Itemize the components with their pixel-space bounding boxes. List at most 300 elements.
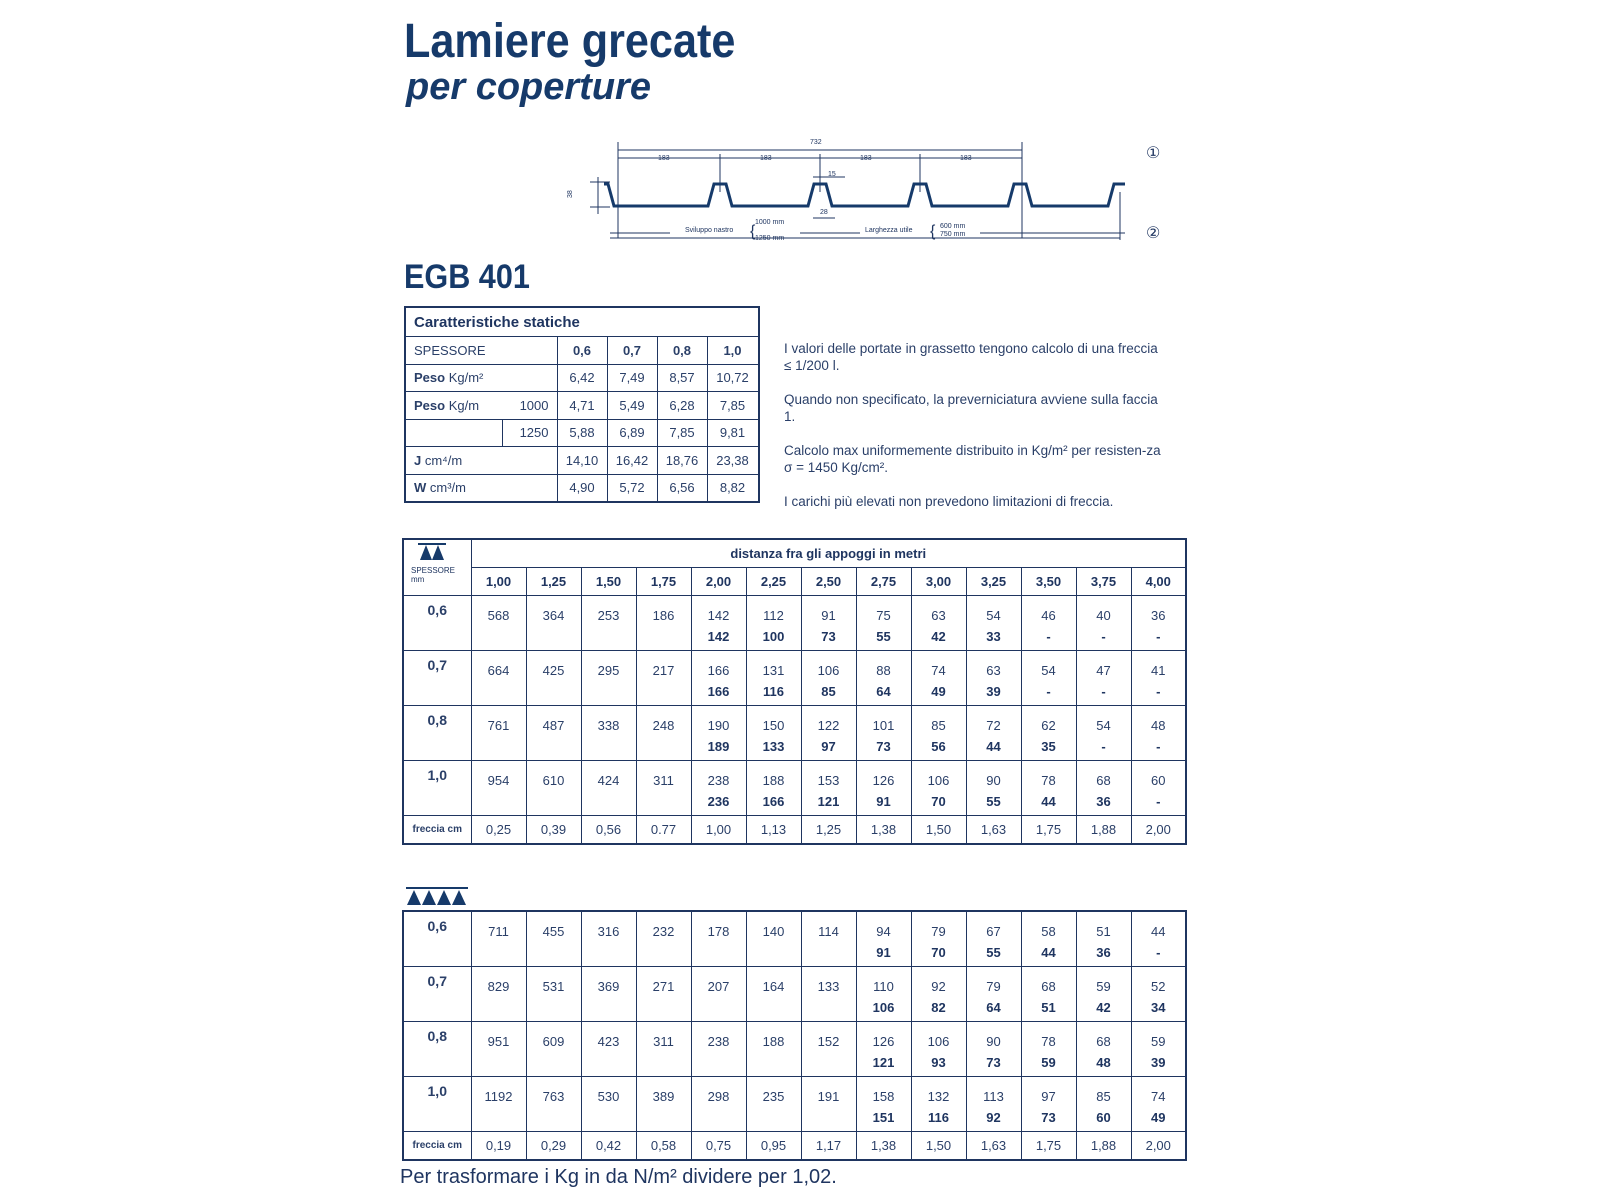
load-value: 74: [1131, 1077, 1186, 1105]
model-name: EGB 401: [404, 258, 530, 296]
load-value: 191: [801, 1077, 856, 1105]
deflection-limited-value: 93: [911, 1049, 966, 1077]
freccia-row: [403, 1132, 1186, 1161]
load-value: 40: [1076, 596, 1131, 624]
load-value: 90: [966, 761, 1021, 789]
load-value: 90: [966, 1022, 1021, 1050]
deflection-limited-value: 42: [1076, 994, 1131, 1022]
deflection-limited-value: 48: [1076, 1049, 1131, 1077]
thickness-label: 0,8: [403, 706, 471, 761]
freccia-value: 1,50: [911, 816, 966, 845]
load-value: 67: [966, 911, 1021, 939]
deflection-limited-value: [471, 939, 526, 967]
load-value: 78: [1021, 761, 1076, 789]
load-value: 60: [1131, 761, 1186, 789]
column-header: 1,50: [581, 568, 636, 596]
load-value: 311: [636, 1022, 691, 1050]
load-value: 68: [1021, 967, 1076, 995]
freccia-value: 1,75: [1021, 1132, 1076, 1161]
load-value: 455: [526, 911, 581, 939]
load-value: 88: [856, 651, 911, 679]
static-row: Peso Kg/m² 6,42 7,49 8,57 10,72: [405, 364, 759, 392]
deflection-limited-value: [526, 733, 581, 761]
deflection-limited-value: [526, 1049, 581, 1077]
load-value: 389: [636, 1077, 691, 1105]
deflection-limited-value: 236: [691, 788, 746, 816]
deflection-limited-value: [691, 939, 746, 967]
deflection-limited-value: [746, 1104, 801, 1132]
freccia-label: freccia cm: [403, 1132, 471, 1161]
load-value: 132: [911, 1077, 966, 1105]
face-1-marker: ①: [1146, 145, 1161, 162]
table-row: [403, 733, 1186, 761]
thickness-label: 0,7: [403, 967, 471, 1022]
freccia-value: 0,95: [746, 1132, 801, 1161]
deflection-limited-value: 151: [856, 1104, 911, 1132]
dim-pitch-4: 183: [960, 155, 972, 162]
deflection-limited-value: 39: [1131, 1049, 1186, 1077]
deflection-limited-value: 166: [746, 788, 801, 816]
dim-pitch-1: 183: [658, 155, 670, 162]
load-value: 68: [1076, 761, 1131, 789]
column-header: 3,75: [1076, 568, 1131, 596]
load-table-two-supports: [402, 538, 1187, 845]
load-value: 271: [636, 967, 691, 995]
thickness-cell: 0,7: [607, 337, 657, 365]
load-value: 1192: [471, 1077, 526, 1105]
load-value: 63: [966, 651, 1021, 679]
deflection-limited-value: [471, 994, 526, 1022]
deflection-limited-value: 91: [856, 788, 911, 816]
load-value: 311: [636, 761, 691, 789]
deflection-limited-value: 33: [966, 623, 1021, 651]
deflection-limited-value: [636, 1049, 691, 1077]
deflection-limited-value: [801, 994, 856, 1022]
deflection-limited-value: 35: [1021, 733, 1076, 761]
deflection-limited-value: -: [1131, 939, 1186, 967]
load-value: 248: [636, 706, 691, 734]
column-header: 1,00: [471, 568, 526, 596]
deflection-limited-value: [691, 1104, 746, 1132]
deflection-limited-value: [746, 1049, 801, 1077]
table-row: [403, 967, 1186, 995]
deflection-limited-value: 55: [966, 788, 1021, 816]
deflection-limited-value: -: [1131, 733, 1186, 761]
load-value: 112: [746, 596, 801, 624]
static-row: J cm⁴/m 14,10 16,42 18,76 23,38: [405, 447, 759, 475]
deflection-limited-value: [801, 939, 856, 967]
load-value: 761: [471, 706, 526, 734]
deflection-limited-value: 59: [1021, 1049, 1076, 1077]
profile-diagram: [567, 132, 1190, 252]
deflection-limited-value: [636, 678, 691, 706]
dim-total: 732: [810, 139, 822, 146]
deflection-limited-value: 36: [1076, 788, 1131, 816]
thickness-label: 0,6: [403, 911, 471, 967]
load-value: 232: [636, 911, 691, 939]
deflection-limited-value: -: [1131, 788, 1186, 816]
brace-1-icon: {: [750, 223, 756, 240]
conversion-note: Per trasformare i Kg in da N/m² dividere per 1,02.: [400, 1166, 837, 1188]
freccia-value: 1,63: [966, 816, 1021, 845]
load-value: 609: [526, 1022, 581, 1050]
load-value: 207: [691, 967, 746, 995]
deflection-limited-value: 121: [856, 1049, 911, 1077]
freccia-value: 1,75: [1021, 816, 1076, 845]
static-table: [404, 306, 760, 503]
freccia-value: 0,75: [691, 1132, 746, 1161]
thickness-cell: 0,8: [657, 337, 707, 365]
deflection-limited-value: 70: [911, 939, 966, 967]
sviluppo-label: Sviluppo nastro: [685, 227, 734, 234]
load-value: 126: [856, 1022, 911, 1050]
table-row: [403, 1022, 1186, 1050]
profile-shape: [604, 184, 1125, 206]
load-value: 235: [746, 1077, 801, 1105]
note: I valori delle portate in grassetto tengono calcolo di una freccia ≤ 1/200 l.: [784, 341, 1158, 373]
load-value: 188: [746, 1022, 801, 1050]
load-value: 85: [1076, 1077, 1131, 1105]
load-value: 164: [746, 967, 801, 995]
deflection-limited-value: 55: [966, 939, 1021, 967]
table-row: [403, 994, 1186, 1022]
load-value: 122: [801, 706, 856, 734]
deflection-limited-value: 116: [911, 1104, 966, 1132]
thickness-label: 0,6: [403, 596, 471, 651]
face-2-marker: ②: [1146, 225, 1161, 242]
load-value: 954: [471, 761, 526, 789]
deflection-limited-value: [526, 623, 581, 651]
note: I carichi più elevati non prevedono limitazioni di freccia.: [784, 494, 1114, 509]
load-value: 142: [691, 596, 746, 624]
deflection-limited-value: 73: [1021, 1104, 1076, 1132]
deflection-limited-value: 44: [1021, 939, 1076, 967]
freccia-value: 1,63: [966, 1132, 1021, 1161]
deflection-limited-value: [471, 678, 526, 706]
note: Quando non specificato, la preverniciatura avviene sulla faccia 1.: [784, 392, 1158, 424]
deflection-limited-value: -: [1076, 623, 1131, 651]
load-value: 72: [966, 706, 1021, 734]
larghezza-label: Larghezza utile: [865, 227, 913, 234]
page-title: Lamiere grecate: [404, 15, 736, 68]
deflection-limited-value: 73: [856, 733, 911, 761]
notes: [784, 340, 1164, 527]
deflection-limited-value: 166: [691, 678, 746, 706]
deflection-limited-value: 49: [1131, 1104, 1186, 1132]
load-value: 58: [1021, 911, 1076, 939]
table-row: [403, 706, 1186, 734]
deflection-limited-value: [636, 994, 691, 1022]
deflection-limited-value: [691, 1049, 746, 1077]
deflection-limited-value: 64: [966, 994, 1021, 1022]
deflection-limited-value: -: [1131, 623, 1186, 651]
dim-height: 38: [567, 190, 574, 198]
freccia-label: freccia cm: [403, 816, 471, 845]
static-row: 1250 5,88 6,89 7,85 9,81: [405, 419, 759, 447]
column-header: 2,00: [691, 568, 746, 596]
load-value: 424: [581, 761, 636, 789]
deflection-limited-value: [746, 939, 801, 967]
deflection-limited-value: [471, 623, 526, 651]
load-value: 610: [526, 761, 581, 789]
deflection-limited-value: 56: [911, 733, 966, 761]
load-value: 186: [636, 596, 691, 624]
thickness-label: 0,8: [403, 1022, 471, 1077]
load-value: 423: [581, 1022, 636, 1050]
table-row: [403, 678, 1186, 706]
column-header: 3,50: [1021, 568, 1076, 596]
two-supports-icon: [418, 542, 446, 562]
deflection-limited-value: [746, 994, 801, 1022]
load-value: 238: [691, 761, 746, 789]
load-value: 79: [911, 911, 966, 939]
load-value: 106: [801, 651, 856, 679]
deflection-limited-value: 100: [746, 623, 801, 651]
freccia-value: 0,29: [526, 1132, 581, 1161]
deflection-limited-value: [526, 939, 581, 967]
load-value: 59: [1076, 967, 1131, 995]
deflection-limited-value: 49: [911, 678, 966, 706]
load-value: 298: [691, 1077, 746, 1105]
load-value: 140: [746, 911, 801, 939]
load-value: 487: [526, 706, 581, 734]
deflection-limited-value: 73: [966, 1049, 1021, 1077]
table-row: [403, 1077, 1186, 1105]
load-value: 97: [1021, 1077, 1076, 1105]
deflection-limited-value: 189: [691, 733, 746, 761]
deflection-limited-value: [526, 994, 581, 1022]
deflection-limited-value: 91: [856, 939, 911, 967]
load-value: 48: [1131, 706, 1186, 734]
deflection-limited-value: 133: [746, 733, 801, 761]
load-value: 51: [1076, 911, 1131, 939]
load-value: 44: [1131, 911, 1186, 939]
thickness-label: 1,0: [403, 761, 471, 816]
deflection-limited-value: 106: [856, 994, 911, 1022]
static-title: Caratteristiche statiche: [405, 307, 759, 337]
deflection-limited-value: 34: [1131, 994, 1186, 1022]
load-value: 68: [1076, 1022, 1131, 1050]
freccia-value: 0,56: [581, 816, 636, 845]
deflection-limited-value: -: [1021, 623, 1076, 651]
load-value: 94: [856, 911, 911, 939]
deflection-limited-value: 85: [801, 678, 856, 706]
load-value: 110: [856, 967, 911, 995]
deflection-limited-value: 64: [856, 678, 911, 706]
load-value: 158: [856, 1077, 911, 1105]
load-value: 106: [911, 761, 966, 789]
freccia-value: 2,00: [1131, 816, 1186, 845]
deflection-limited-value: -: [1076, 733, 1131, 761]
freccia-value: 2,00: [1131, 1132, 1186, 1161]
sviluppo-1000: 1000 mm: [755, 219, 785, 226]
deflection-limited-value: 97: [801, 733, 856, 761]
deflection-limited-value: [636, 1104, 691, 1132]
distance-header: distanza fra gli appoggi in metri: [471, 539, 1186, 568]
column-header: 1,75: [636, 568, 691, 596]
load-value: 54: [966, 596, 1021, 624]
deflection-limited-value: 44: [966, 733, 1021, 761]
load-value: 364: [526, 596, 581, 624]
freccia-value: 1,38: [856, 1132, 911, 1161]
load-value: 79: [966, 967, 1021, 995]
load-value: 47: [1076, 651, 1131, 679]
deflection-limited-value: 42: [911, 623, 966, 651]
brace-2-icon: {: [930, 223, 936, 240]
spessore-label: SPESSORE: [405, 337, 557, 365]
load-value: 62: [1021, 706, 1076, 734]
load-value: 338: [581, 706, 636, 734]
multi-supports-icon: [406, 886, 468, 906]
thickness-label: 1,0: [403, 1077, 471, 1132]
deflection-limited-value: 39: [966, 678, 1021, 706]
larghezza-600: 600 mm: [940, 223, 966, 230]
table-row: [403, 596, 1186, 624]
freccia-value: 0,19: [471, 1132, 526, 1161]
deflection-limited-value: [581, 939, 636, 967]
deflection-limited-value: 36: [1076, 939, 1131, 967]
load-value: 152: [801, 1022, 856, 1050]
deflection-limited-value: 142: [691, 623, 746, 651]
deflection-limited-value: 51: [1021, 994, 1076, 1022]
table-row: [403, 623, 1186, 651]
deflection-limited-value: -: [1021, 678, 1076, 706]
freccia-value: 1,13: [746, 816, 801, 845]
freccia-value: 0.77: [636, 816, 691, 845]
deflection-limited-value: 70: [911, 788, 966, 816]
load-value: 75: [856, 596, 911, 624]
deflection-limited-value: [581, 1104, 636, 1132]
freccia-value: 1,17: [801, 1132, 856, 1161]
table-row: [403, 911, 1186, 939]
load-value: 131: [746, 651, 801, 679]
deflection-limited-value: 116: [746, 678, 801, 706]
column-header: 2,50: [801, 568, 856, 596]
load-value: 92: [911, 967, 966, 995]
freccia-value: 0,39: [526, 816, 581, 845]
load-value: 253: [581, 596, 636, 624]
load-value: 59: [1131, 1022, 1186, 1050]
deflection-limited-value: [581, 623, 636, 651]
load-value: 166: [691, 651, 746, 679]
freccia-value: 1,25: [801, 816, 856, 845]
load-value: 178: [691, 911, 746, 939]
load-value: 238: [691, 1022, 746, 1050]
load-value: 531: [526, 967, 581, 995]
sviluppo-1250: 1250 mm: [755, 235, 785, 242]
freccia-value: 1,88: [1076, 816, 1131, 845]
load-value: 54: [1076, 706, 1131, 734]
deflection-limited-value: [471, 788, 526, 816]
static-row: Peso Kg/m 1000 4,71 5,49 6,28 7,85: [405, 392, 759, 420]
load-value: 113: [966, 1077, 1021, 1105]
deflection-limited-value: 60: [1076, 1104, 1131, 1132]
freccia-value: 0,25: [471, 816, 526, 845]
freccia-row: [403, 816, 1186, 845]
page-subtitle: per coperture: [406, 66, 651, 108]
deflection-limited-value: -: [1131, 678, 1186, 706]
load-value: 369: [581, 967, 636, 995]
deflection-limited-value: [801, 1104, 856, 1132]
table-row: [403, 939, 1186, 967]
column-header: 4,00: [1131, 568, 1186, 596]
deflection-limited-value: 82: [911, 994, 966, 1022]
deflection-limited-value: [471, 733, 526, 761]
load-value: 74: [911, 651, 966, 679]
deflection-limited-value: 73: [801, 623, 856, 651]
deflection-limited-value: [636, 788, 691, 816]
freccia-value: 1,88: [1076, 1132, 1131, 1161]
column-header: 2,25: [746, 568, 801, 596]
deflection-limited-value: [636, 733, 691, 761]
deflection-limited-value: -: [1076, 678, 1131, 706]
table-row: [403, 788, 1186, 816]
deflection-limited-value: [801, 1049, 856, 1077]
load-value: 41: [1131, 651, 1186, 679]
note: Calcolo max uniformemente distribuito in Kg/m² per resisten-za σ = 1450 Kg/cm².: [784, 443, 1161, 475]
table-row: [403, 1104, 1186, 1132]
table-row: [403, 1049, 1186, 1077]
load-value: 217: [636, 651, 691, 679]
load-value: 52: [1131, 967, 1186, 995]
deflection-limited-value: [526, 1104, 581, 1132]
load-value: 188: [746, 761, 801, 789]
deflection-limited-value: [471, 1104, 526, 1132]
static-row: W cm³/m 4,90 5,72 6,56 8,82: [405, 474, 759, 502]
dim-top: 15: [828, 171, 836, 178]
load-value: 46: [1021, 596, 1076, 624]
deflection-limited-value: [636, 939, 691, 967]
load-value: 78: [1021, 1022, 1076, 1050]
load-value: 425: [526, 651, 581, 679]
load-value: 133: [801, 967, 856, 995]
load-value: 190: [691, 706, 746, 734]
deflection-limited-value: [636, 623, 691, 651]
load-table-multi-supports: [402, 910, 1187, 1161]
spessore-mm-label: SPESSORE mm: [411, 566, 456, 584]
deflection-limited-value: [526, 678, 581, 706]
freccia-value: 1,00: [691, 816, 746, 845]
dim-bottom: 28: [820, 209, 828, 216]
deflection-limited-value: [691, 994, 746, 1022]
larghezza-750: 750 mm: [940, 231, 966, 238]
load-value: 316: [581, 911, 636, 939]
deflection-limited-value: [581, 994, 636, 1022]
table-row: [403, 761, 1186, 789]
load-value: 295: [581, 651, 636, 679]
load-value: 568: [471, 596, 526, 624]
deflection-limited-value: [581, 678, 636, 706]
freccia-value: 1,50: [911, 1132, 966, 1161]
table-row: [403, 651, 1186, 679]
load-value: 530: [581, 1077, 636, 1105]
thickness-cell: 1,0: [707, 337, 759, 365]
load-value: 114: [801, 911, 856, 939]
column-header: 3,00: [911, 568, 966, 596]
column-header: 2,75: [856, 568, 911, 596]
load-value: 54: [1021, 651, 1076, 679]
load-value: 150: [746, 706, 801, 734]
load-value: 63: [911, 596, 966, 624]
load-value: 153: [801, 761, 856, 789]
freccia-value: 0,58: [636, 1132, 691, 1161]
dim-pitch-3: 183: [860, 155, 872, 162]
thickness-cell: 0,6: [557, 337, 607, 365]
load-value: 85: [911, 706, 966, 734]
load-value: 711: [471, 911, 526, 939]
deflection-limited-value: [581, 1049, 636, 1077]
deflection-limited-value: 121: [801, 788, 856, 816]
